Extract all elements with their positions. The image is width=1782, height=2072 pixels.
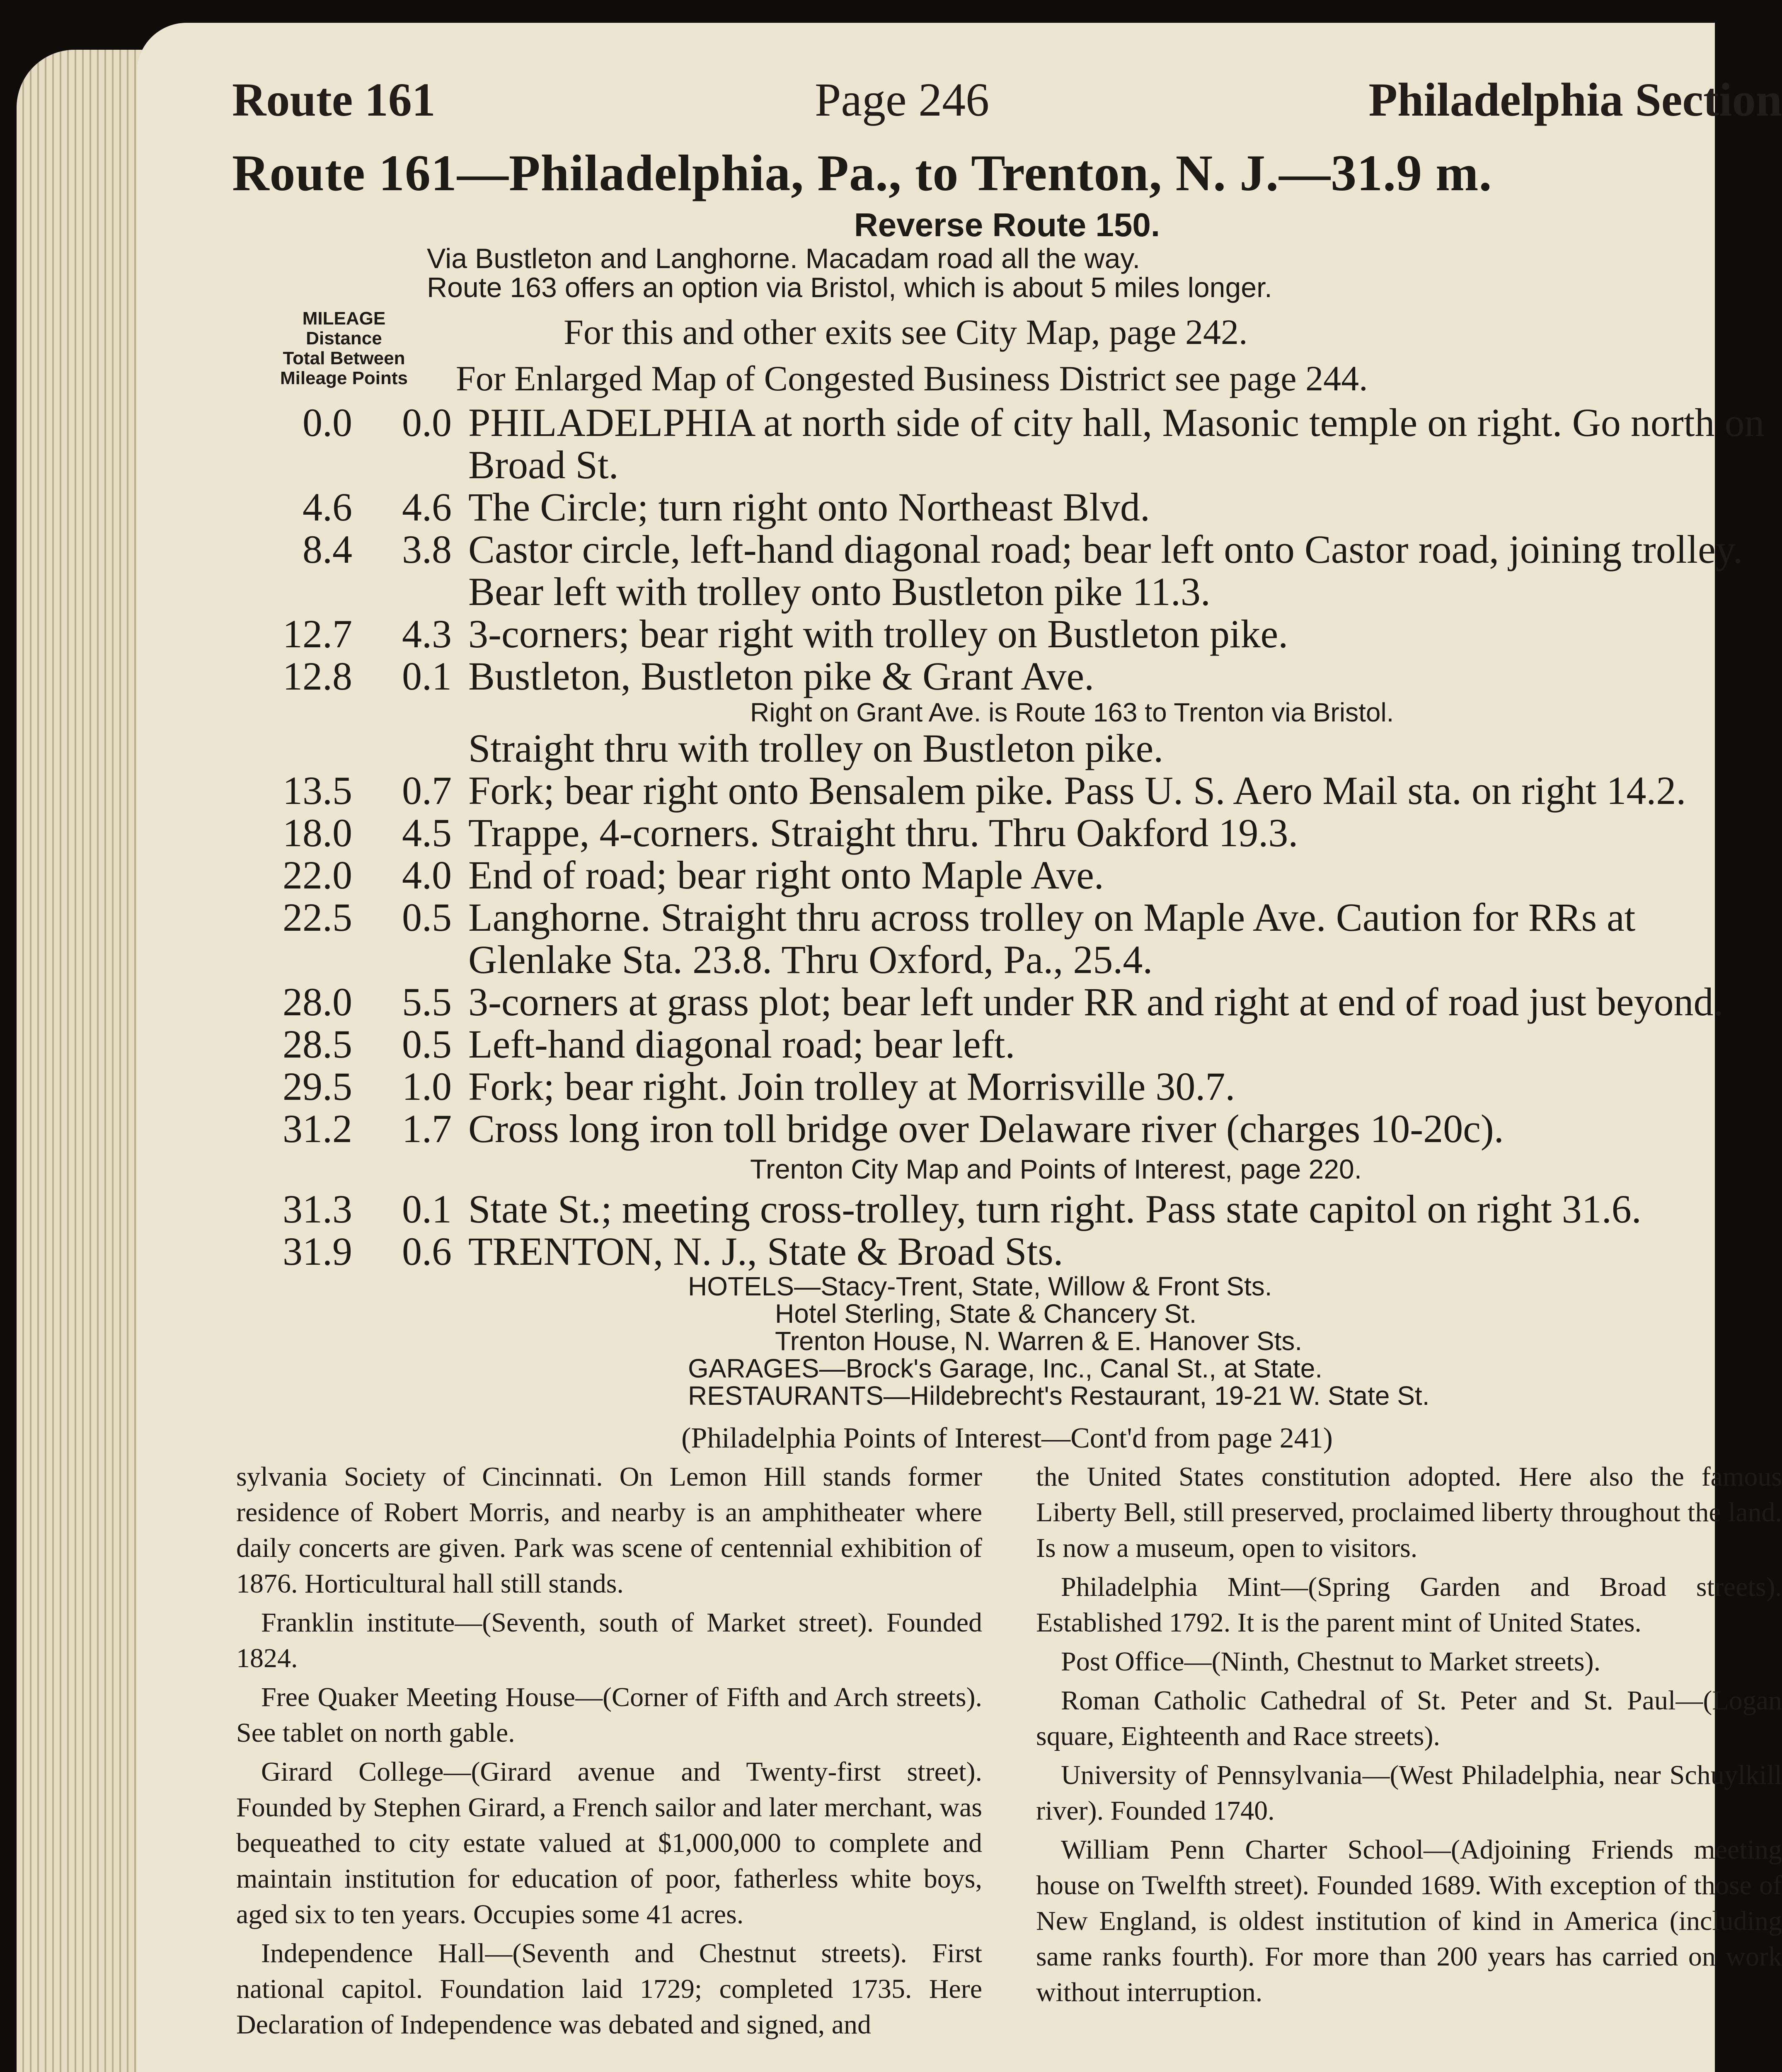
mileage-label: MILEAGE — [302, 308, 386, 329]
reverse-route: Reverse Route 150. — [854, 206, 1160, 243]
route-direction: Cross long iron toll bridge over Delaware river (charges 10-20c). — [468, 1106, 1504, 1151]
total-mileage: 13.5 — [283, 768, 352, 813]
total-mileage: 28.0 — [283, 980, 352, 1024]
route-entry — [232, 655, 1782, 697]
total-mileage: 28.5 — [283, 1022, 352, 1066]
points-of-interest-columns — [236, 1459, 1782, 2046]
mileage-column-labels — [232, 309, 456, 388]
between-mileage: 4.6 — [402, 485, 452, 529]
book-page — [137, 23, 1782, 2072]
route-direction: Langhorne. Straight thru across trolley on Maple Ave. Caution for RRs at Glenlake Sta. 23.8. Thru Oxford, Pa., 25.4. — [468, 895, 1636, 982]
between-mileage: 0.6 — [402, 1229, 452, 1273]
total-mileage: 18.0 — [283, 811, 352, 855]
between-mileage: 1.0 — [402, 1064, 452, 1109]
poi-paragraph: Roman Catholic Cathedral of St. Peter and St. Paul—(Logan square, Eighteenth and Race streets). — [1036, 1685, 1782, 1751]
between-mileage: 3.8 — [402, 527, 452, 571]
page-edges — [17, 50, 153, 2072]
between-mileage: 0.1 — [402, 654, 452, 698]
route-entry — [232, 402, 1782, 486]
route-entry — [232, 613, 1782, 655]
total-mileage: 12.8 — [283, 654, 352, 698]
between-label: Between — [330, 348, 405, 368]
route-entry-continuation — [232, 727, 1782, 770]
poi-paragraph: Post Office—(Ninth, Chestnut to Market streets). — [1061, 1646, 1601, 1677]
poi-paragraph: Franklin institute—(Seventh, south of Market street). Founded 1824. — [236, 1607, 982, 1673]
route-direction: Left-hand diagonal road; bear left. — [468, 1022, 1015, 1066]
exit-note-city-map: For this and other exits see City Map, page 242. — [564, 312, 1248, 352]
between-mileage: 4.3 — [402, 612, 452, 656]
route-direction: Fork; bear right. Join trolley at Morrisville 30.7. — [468, 1064, 1235, 1109]
total-mileage: 8.4 — [303, 527, 352, 571]
via-line-1: Via Bustleton and Langhorne. Macadam road all the way. — [427, 243, 1140, 274]
between-mileage: 5.5 — [402, 980, 452, 1024]
total-mileage: 31.3 — [283, 1187, 352, 1231]
route-direction: TRENTON, N. J., State & Broad Sts. — [468, 1229, 1063, 1273]
mileage-header — [232, 309, 1782, 402]
exit-note-enlarged-map: For Enlarged Map of Congested Business District see page 244. — [456, 358, 1368, 398]
total-mileage: 0.0 — [303, 400, 352, 445]
between-mileage: 0.5 — [402, 1022, 452, 1066]
route-direction: Bustleton, Bustleton pike & Grant Ave. — [468, 654, 1094, 698]
restaurants-listing: RESTAURANTS—Hildebrecht's Restaurant, 19-21 W. State St. — [688, 1381, 1430, 1411]
total-mileage: 29.5 — [283, 1064, 352, 1109]
points-label: Points — [352, 368, 408, 388]
right-column — [1036, 1459, 1782, 2046]
route-entry — [232, 981, 1782, 1023]
route-entry — [232, 1230, 1782, 1273]
route-direction: PHILADELPHIA at north side of city hall, Masonic temple on right. Go north on Broad St. — [468, 400, 1765, 487]
poi-paragraph: William Penn Charter School—(Adjoining Friends meeting house on Twelfth street). Founded 1689. With exception of those of New England, is oldest institution of kind in America (including same ranks fourth). For more than 200 years has carried on work without interruption. — [1036, 1835, 1782, 2007]
via-line-2: Route 163 offers an option via Bristol, which is about 5 miles longer. — [427, 272, 1272, 303]
route-entries-3 — [232, 1188, 1782, 1273]
route-direction: Straight thru with trolley on Bustleton pike. — [468, 726, 1164, 770]
total-mileage: 22.5 — [283, 895, 352, 939]
mileage-sub-label: Mileage — [280, 368, 347, 388]
garages-listing: GARAGES—Brock's Garage, Inc., Canal St., at State. — [688, 1353, 1323, 1383]
hotels-listing: HOTELS—Stacy-Trent, State, Willow & Front Sts. — [688, 1271, 1272, 1301]
poi-paragraph: Girard College—(Girard avenue and Twenty-first street). Founded by Stephen Girard, a French sailor and later merchant, was bequeathed to city estate valued at $1,000,000 to complete and maintain institution for education of poor, fatherless white boys, aged six to ten years. Occupies some 41 acres. — [236, 1757, 982, 1929]
route-title: Route 161—Philadelphia, Pa., to Trenton, N. J.—31.9 m. — [232, 145, 1492, 201]
poi-paragraph: University of Pennsylvania—(West Philadelphia, near Schuylkill river). Founded 1740. — [1036, 1760, 1782, 1826]
route-direction: 3-corners; bear right with trolley on Bustleton pike. — [468, 612, 1288, 656]
page-content — [232, 73, 1782, 2046]
route-entries-2 — [232, 770, 1782, 1150]
poi-paragraph: sylvania Society of Cincinnati. On Lemon Hill stands former residence of Robert Morris, and nearby is an amphitheater where daily concerts are given. Park was scene of centennial exhibition of 1876. Horticultural hall still stands. — [236, 1462, 982, 1599]
total-mileage: 31.9 — [283, 1229, 352, 1273]
route-entry — [232, 812, 1782, 854]
total-mileage: 12.7 — [283, 612, 352, 656]
route-entry — [232, 528, 1782, 613]
between-mileage: 0.1 — [402, 1187, 452, 1231]
bustleton-note: Right on Grant Ave. is Route 163 to Trenton via Bristol. — [750, 697, 1394, 727]
between-mileage: 0.0 — [402, 400, 452, 445]
between-mileage: 1.7 — [402, 1106, 452, 1151]
route-entry — [232, 486, 1782, 528]
poi-paragraph: Philadelphia Mint—(Spring Garden and Broad streets). Established 1792. It is the parent mint of United States. — [1036, 1572, 1782, 1638]
route-direction: Fork; bear right onto Bensalem pike. Pass U. S. Aero Mail sta. on right 14.2. — [468, 768, 1686, 813]
route-entry — [232, 1065, 1782, 1108]
between-mileage: 4.5 — [402, 811, 452, 855]
between-mileage: 0.7 — [402, 768, 452, 813]
poi-paragraph: Free Quaker Meeting House—(Corner of Fifth and Arch streets). See tablet on north gable. — [236, 1682, 982, 1748]
trenton-listings — [688, 1273, 1782, 1409]
route-entry — [232, 1108, 1782, 1150]
route-entry — [232, 1023, 1782, 1065]
between-mileage: 0.5 — [402, 895, 452, 939]
between-mileage: 4.0 — [402, 853, 452, 897]
route-direction: Trappe, 4-corners. Straight thru. Thru Oakford 19.3. — [468, 811, 1298, 855]
hotel-listing: Trenton House, N. Warren & E. Hanover Sts. — [775, 1326, 1303, 1356]
route-direction: The Circle; turn right onto Northeast Blvd. — [468, 485, 1150, 529]
running-head — [232, 73, 1782, 127]
route-entry — [232, 1188, 1782, 1230]
total-mileage: 31.2 — [283, 1106, 352, 1151]
total-label: Total — [283, 348, 325, 368]
poi-paragraph: the United States constitution adopted. Here also the famous Liberty Bell, still preserved, proclaimed liberty throughout the land. Is now a museum, open to visitors. — [1036, 1462, 1782, 1563]
route-entry — [232, 896, 1782, 981]
route-direction: End of road; bear right onto Maple Ave. — [468, 853, 1104, 897]
section-name: Philadelphia Section — [1368, 73, 1782, 126]
route-direction: 3-corners at grass plot; bear left under RR and right at end of road just beyond. — [468, 980, 1724, 1024]
distance-label: Distance — [306, 328, 382, 349]
route-direction: State St.; meeting cross-trolley, turn right. Pass state capitol on right 31.6. — [468, 1187, 1642, 1231]
hotel-listing: Hotel Sterling, State & Chancery St. — [775, 1299, 1197, 1329]
exit-notes — [456, 309, 1782, 402]
route-entries-1 — [232, 402, 1782, 697]
points-of-interest-heading: (Philadelphia Points of Interest—Cont'd from page 241) — [681, 1422, 1333, 1454]
route-entry — [232, 854, 1782, 896]
route-entry — [232, 770, 1782, 812]
route-direction: Castor circle, left-hand diagonal road; bear left onto Castor road, joining trolley. Bear left with trolley onto Bustleton pike 11.3. — [468, 527, 1743, 614]
poi-paragraph: Independence Hall—(Seventh and Chestnut streets). First national capitol. Foundation laid 1729; completed 1735. Here Declaration of Independence was debated and signed, and — [236, 1938, 982, 2040]
route-number: Route 161 — [232, 73, 436, 126]
total-mileage: 4.6 — [303, 485, 352, 529]
trenton-map-note: Trenton City Map and Points of Interest, page 220. — [750, 1154, 1362, 1184]
page-number: Page 246 — [815, 73, 990, 126]
left-column — [236, 1459, 982, 2046]
total-mileage: 22.0 — [283, 853, 352, 897]
